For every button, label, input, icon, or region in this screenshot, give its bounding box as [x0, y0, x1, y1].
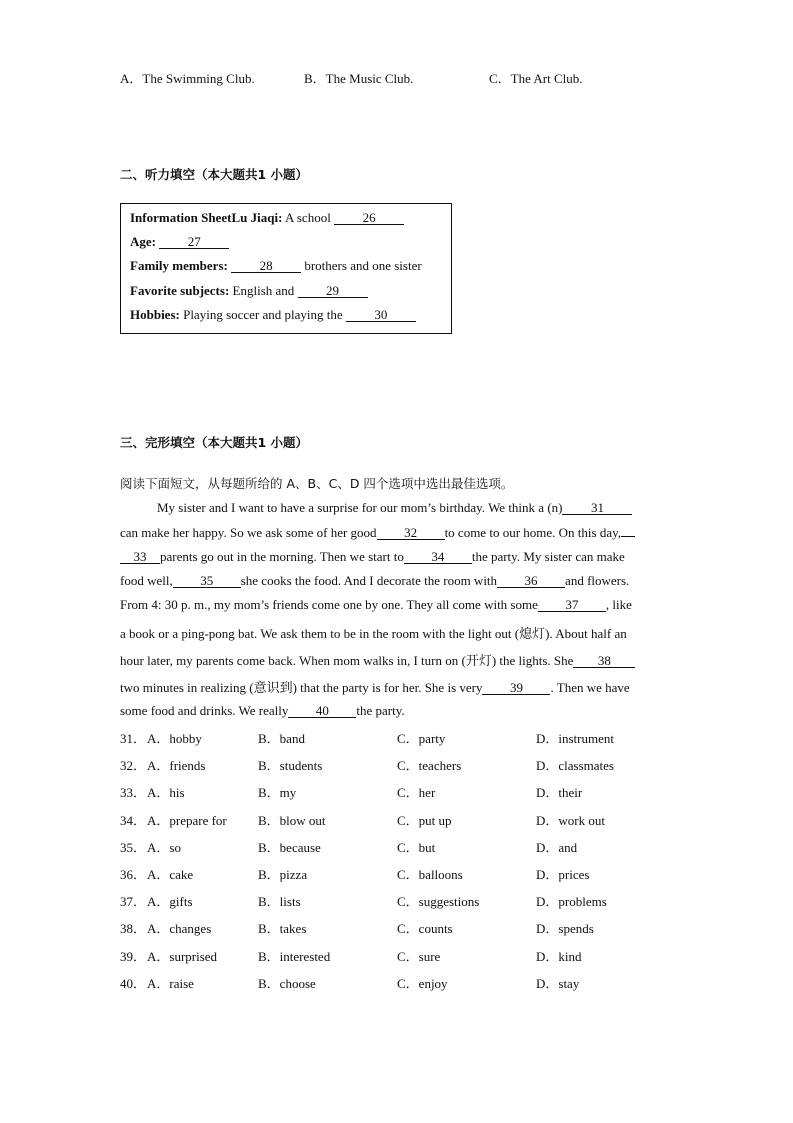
answer-blank-31[interactable]: 31: [562, 501, 632, 515]
answer-blank-26[interactable]: 26: [334, 211, 404, 225]
question-number: 33．: [120, 785, 147, 800]
info-row-age: [130, 234, 229, 250]
answer-blank-40[interactable]: 40: [288, 704, 356, 718]
option-c[interactable]: C．teachers: [397, 758, 462, 773]
option-b[interactable]: B．because: [258, 840, 321, 855]
info-text: A school: [282, 210, 335, 225]
answer-blank-37[interactable]: 37: [538, 598, 606, 612]
passage-line: [120, 703, 676, 719]
option-d[interactable]: D．spends: [536, 921, 594, 936]
question-number: 32．: [120, 758, 147, 773]
answer-blank-29[interactable]: 29: [298, 284, 368, 298]
info-text: Playing soccer and playing the: [179, 307, 346, 322]
question-number: 40．: [120, 976, 147, 991]
option-b[interactable]: B．band: [258, 731, 305, 746]
answer-blank-33[interactable]: 33: [120, 550, 160, 564]
passage-text: can make her happy. So we ask some of her good: [120, 525, 377, 540]
option-b[interactable]: B．choose: [258, 976, 316, 991]
option-a[interactable]: A．hobby: [147, 731, 202, 746]
question-number: 39．: [120, 949, 147, 964]
section3-instruction: 阅读下面短文，从每题所给的 A、B、C、D 四个选项中选出最佳选项。: [120, 476, 514, 491]
passage-line: [120, 525, 676, 541]
passage-line: [120, 677, 676, 696]
answer-blank-32[interactable]: 32: [377, 526, 445, 540]
section3-title: 三、完形填空（本大题共1 小题）: [120, 435, 309, 450]
answer-blank-27[interactable]: 27: [159, 235, 229, 249]
info-row-hobbies: [130, 307, 416, 323]
passage-text: food well,: [120, 573, 173, 588]
answer-blank-33-start[interactable]: [621, 536, 635, 537]
passage-text: she cooks the food. And I decorate the room with: [240, 573, 498, 588]
option-d[interactable]: D．classmates: [536, 758, 614, 773]
option-b[interactable]: B．interested: [258, 949, 331, 964]
option-b[interactable]: B．takes: [258, 921, 307, 936]
question-number: 35．: [120, 840, 147, 855]
answer-blank-39[interactable]: 39: [482, 681, 550, 695]
info-label: Information SheetLu Jiaqi:: [130, 210, 283, 225]
info-text: English and: [229, 283, 298, 298]
passage-line: [120, 500, 676, 516]
question-number: 36．: [120, 867, 147, 882]
passage-text: the party.: [356, 703, 405, 718]
option-c[interactable]: C．but: [397, 840, 436, 855]
answer-blank-30[interactable]: 30: [346, 308, 416, 322]
option-d[interactable]: D．problems: [536, 894, 607, 909]
option-d[interactable]: D．instrument: [536, 731, 614, 746]
info-label: Favorite subjects:: [130, 283, 230, 298]
passage-text: two minutes in realizing (意识到) that the party is for her. She is very: [120, 680, 483, 695]
passage-text: parents go out in the morning. Then we start to: [160, 549, 404, 564]
passage-text: a book or a ping-pong bat. We ask them to be in the room with the light out (熄灯). About half an: [120, 626, 627, 641]
passage-line: [120, 623, 676, 642]
option-d[interactable]: D．and: [536, 840, 578, 855]
info-row-subjects: [130, 283, 368, 299]
question-number: 34．: [120, 813, 147, 828]
option-c[interactable]: C．party: [397, 731, 446, 746]
information-sheet-box: [120, 203, 452, 334]
info-text: brothers and one sister: [301, 258, 422, 273]
option-a[interactable]: A．raise: [147, 976, 194, 991]
option-b[interactable]: B．lists: [258, 894, 301, 909]
passage-line: [120, 573, 676, 589]
passage-line: [120, 549, 676, 565]
option-a[interactable]: A．changes: [147, 921, 212, 936]
option-a[interactable]: A．gifts: [147, 894, 193, 909]
info-row-name: [130, 210, 404, 226]
passage-text: hour later, my parents come back. When mom walks in, I turn on (开灯) the lights. She: [120, 653, 574, 668]
passage-line: [120, 650, 676, 669]
passage-line: [120, 597, 676, 613]
question-number: 38．: [120, 921, 147, 936]
option-a[interactable]: A．friends: [147, 758, 206, 773]
option-b[interactable]: B．my: [258, 785, 297, 800]
option-d[interactable]: D．prices: [536, 867, 590, 882]
option-a[interactable]: A．prepare for: [147, 813, 227, 828]
answer-blank-28[interactable]: 28: [231, 259, 301, 273]
info-label: Family members:: [130, 258, 228, 273]
question-number: 31．: [120, 731, 147, 746]
option-c[interactable]: C．suggestions: [397, 894, 480, 909]
option-a[interactable]: A．his: [147, 785, 185, 800]
answer-blank-34[interactable]: 34: [404, 550, 472, 564]
q25-option-c: C．The Art Club.: [489, 71, 583, 86]
section2-title: 二、听力填空（本大题共1 小题）: [120, 167, 309, 182]
passage-text: , like: [605, 597, 632, 612]
option-c[interactable]: C．sure: [397, 949, 441, 964]
info-label: Age:: [130, 234, 156, 249]
answer-blank-35[interactable]: 35: [173, 574, 241, 588]
option-a[interactable]: A．cake: [147, 867, 194, 882]
passage-text: some food and drinks. We really: [120, 703, 289, 718]
option-c[interactable]: C．enjoy: [397, 976, 448, 991]
option-b[interactable]: B．blow out: [258, 813, 326, 828]
option-d[interactable]: D．work out: [536, 813, 605, 828]
answer-blank-38[interactable]: 38: [573, 654, 635, 668]
option-a[interactable]: A．so: [147, 840, 181, 855]
option-d[interactable]: D．kind: [536, 949, 582, 964]
info-label: Hobbies:: [130, 307, 180, 322]
option-b[interactable]: B．students: [258, 758, 323, 773]
passage-text: From 4: 30 p. m., my mom’s friends come one by one. They all come with some: [120, 597, 538, 612]
option-d[interactable]: D．stay: [536, 976, 580, 991]
passage-text: and flowers.: [565, 573, 630, 588]
option-b[interactable]: B．pizza: [258, 867, 308, 882]
option-c[interactable]: C．her: [397, 785, 436, 800]
passage-text: the party. My sister can make: [471, 549, 625, 564]
option-c[interactable]: C．balloons: [397, 867, 463, 882]
q25-option-a: A．The Swimming Club.: [120, 71, 255, 86]
q25-option-b: B．The Music Club.: [304, 71, 414, 86]
option-c[interactable]: C．counts: [397, 921, 453, 936]
question-number: 37．: [120, 894, 147, 909]
option-c[interactable]: C．put up: [397, 813, 452, 828]
passage-text: to come to our home. On this day,: [444, 525, 621, 540]
option-a[interactable]: A．surprised: [147, 949, 218, 964]
passage-text: My sister and I want to have a surprise for our mom’s birthday. We think a (n): [157, 500, 563, 515]
info-row-family: [130, 258, 422, 274]
option-d[interactable]: D．their: [536, 785, 583, 800]
passage-text: . Then we have: [550, 680, 630, 695]
answer-blank-36[interactable]: 36: [497, 574, 565, 588]
